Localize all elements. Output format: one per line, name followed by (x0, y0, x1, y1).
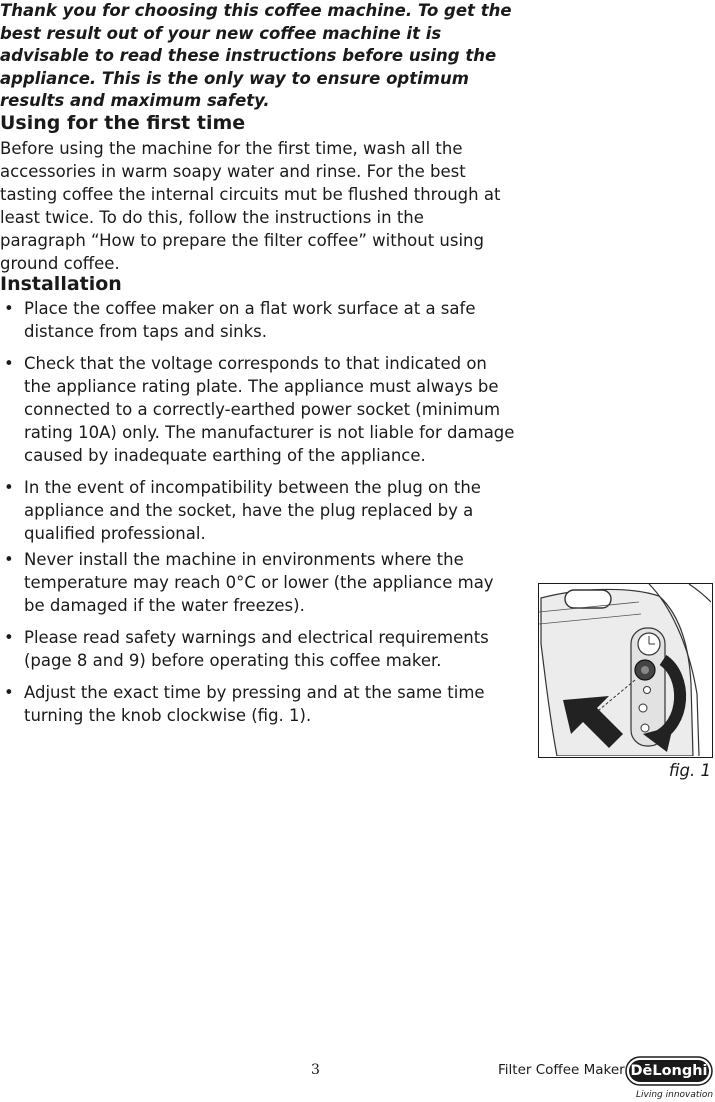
bullet-icon: • (4, 299, 14, 318)
page-number: 3 (311, 1062, 320, 1078)
installation-list (0, 297, 515, 736)
bullet-icon: • (4, 478, 14, 497)
installation-heading: Installation (0, 273, 122, 295)
figure-1-illustration (538, 583, 713, 758)
list-item (0, 352, 515, 467)
list-item (0, 681, 515, 727)
list-item-text: Never install the machine in environments where the temperature may reach 0°C or lower (the appliance may be damaged if the water freezes). (24, 550, 494, 615)
bullet-icon: • (4, 550, 14, 569)
list-item-text: Adjust the exact time by pressing and at the same time turning the knob clockwise (fig. 1). (24, 683, 485, 725)
list-item (0, 476, 515, 545)
list-item-text: Check that the voltage corresponds to that indicated on the appliance rating plate. The appliance must always be connected to a correctly-earthed power socket (minimum rating 10A) only. The manufacturer is not liable for damage caused by inadequate earthing of the appliance. (24, 354, 515, 465)
brand-name: DēLonghi (630, 1063, 708, 1079)
coffee-maker-knob-illustration (539, 584, 711, 756)
bullet-icon: • (4, 628, 14, 647)
list-item (0, 297, 515, 343)
brand-logo (625, 1056, 713, 1086)
bullet-icon: • (4, 683, 14, 702)
first-time-text: Before using the machine for the first time, wash all the accessories in warm soapy water and rinse. For the best tasting coffee the internal circuits mut be flushed through at least twice. To do this, follow the instructions in the paragraph “How to prepare the filter coffee” without using ground coffee. (0, 139, 501, 273)
list-item-text: Please read safety warnings and electrical requirements (page 8 and 9) before operating this coffee maker. (24, 628, 489, 670)
first-time-heading: Using for the first time (0, 112, 246, 134)
bullet-icon: • (4, 354, 14, 373)
list-item-text: In the event of incompatibility between the plug on the appliance and the socket, have the plug replaced by a qualified professional. (24, 478, 481, 543)
footer-title: Filter Coffee Maker (498, 1062, 625, 1078)
brand-tagline: Living innovation (636, 1090, 714, 1100)
intro-text: Thank you for choosing this coffee machine. To get the best result out of your new coffee machine it is advisable to read these instructions before using the appliance. This is the only way to ensure optimum results and maximum safety. (0, 1, 512, 111)
list-item-text: Place the coffee maker on a flat work surface at a safe distance from taps and sinks. (24, 299, 476, 341)
figure-caption: fig. 1 (668, 761, 711, 780)
list-item (0, 626, 515, 672)
list-item (0, 548, 515, 617)
